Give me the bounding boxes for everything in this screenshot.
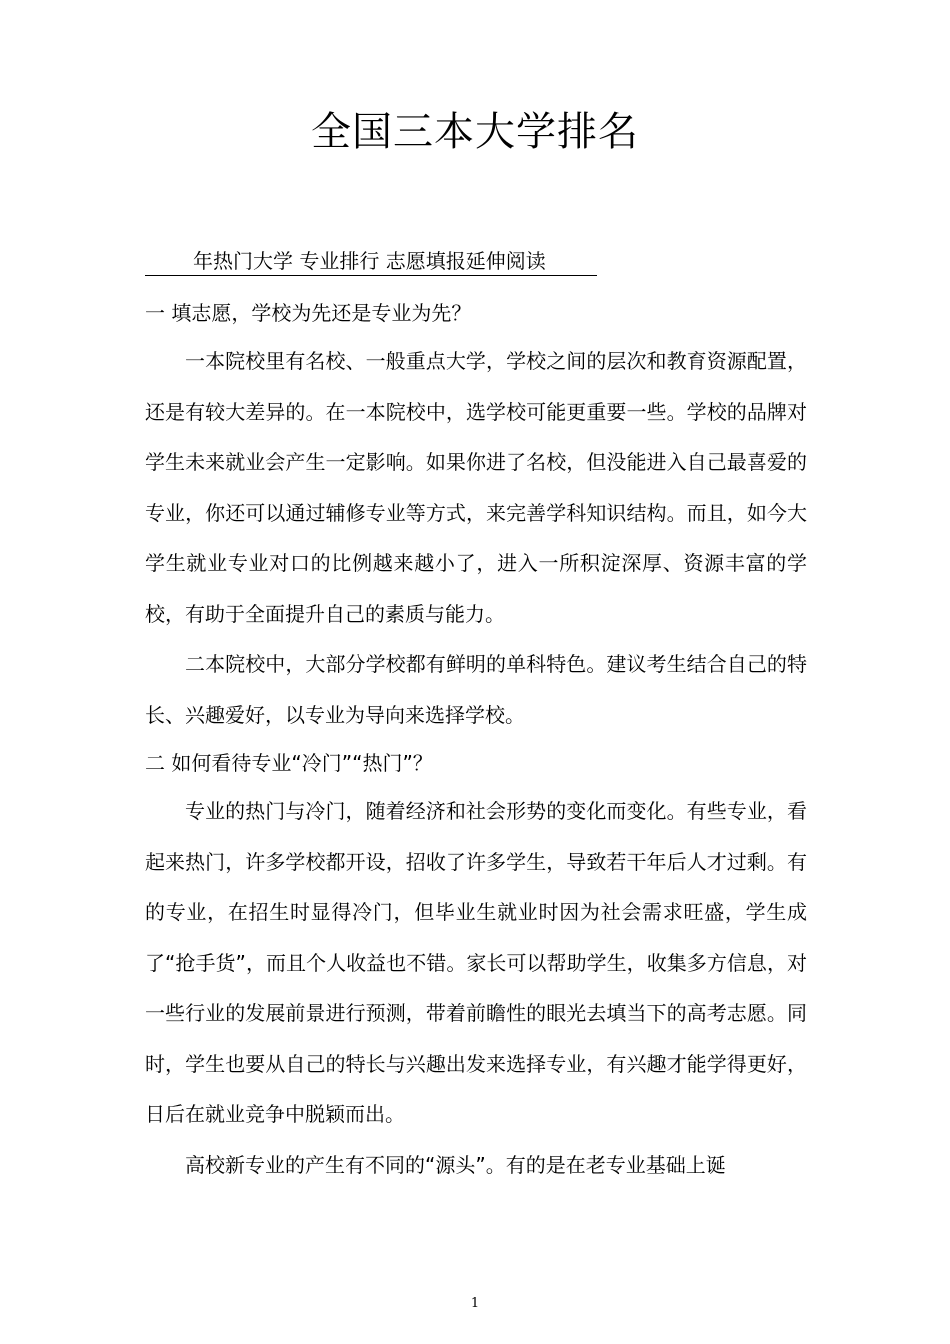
paragraph: 专业的热门与冷门，随着经济和社会形势的变化而变化。有些专业，看起来热门，许多学校都开设，招收了许多学生，导致若干年后人才过剩。有的专业，在招生时显得冷门，但毕业生就业时因为社会需求旺盛，学生成了“抢手货”，而且个人收益也不错。家长可以帮助学生，收集多方信息，对一些行业的发展前景进行预测，带着前瞻性的眼光去填当下的高考志愿。同时，学生也要从自己的特长与兴趣出发来选择专业，有兴趣才能学得更好，日后在就业竞争中脱颖而出。: [145, 799, 807, 1126]
paragraph: 二本院校中，大部分学校都有鲜明的单科特色。建议考生结合自己的特长、兴趣爱好，以专业为导向来选择学校。: [145, 652, 807, 727]
page-number: 1: [470, 1296, 480, 1311]
paragraph: 高校新专业的产生有不同的“源头”。有的是在老专业基础上诞: [185, 1152, 726, 1177]
section-1: [145, 290, 807, 740]
subtitle-link[interactable]: 年热门大学 专业排行 志愿填报延伸阅读: [145, 246, 597, 276]
page-title: 全国三本大学排名: [311, 109, 639, 155]
section-2: [145, 740, 807, 1190]
paragraph: 一本院校里有名校、一般重点大学，学校之间的层次和教育资源配置，还是有较大差异的。在一本院校中，选学校可能更重要一些。学校的品牌对学生未来就业会产生一定影响。如果你进了名校，但没能进入自己最喜爱的专业，你还可以通过辅修专业等方式，来完善学科知识结构。而且，如今大学生就业专业对口的比例越来越小了，进入一所积淀深厚、资源丰富的学校，有助于全面提升自己的素质与能力。: [145, 349, 807, 626]
section-heading: 一 填志愿，学校为先还是专业为先？: [145, 301, 472, 325]
document-body: [145, 290, 807, 1190]
section-heading: 二 如何看待专业“冷门”“热门”？: [145, 751, 433, 775]
